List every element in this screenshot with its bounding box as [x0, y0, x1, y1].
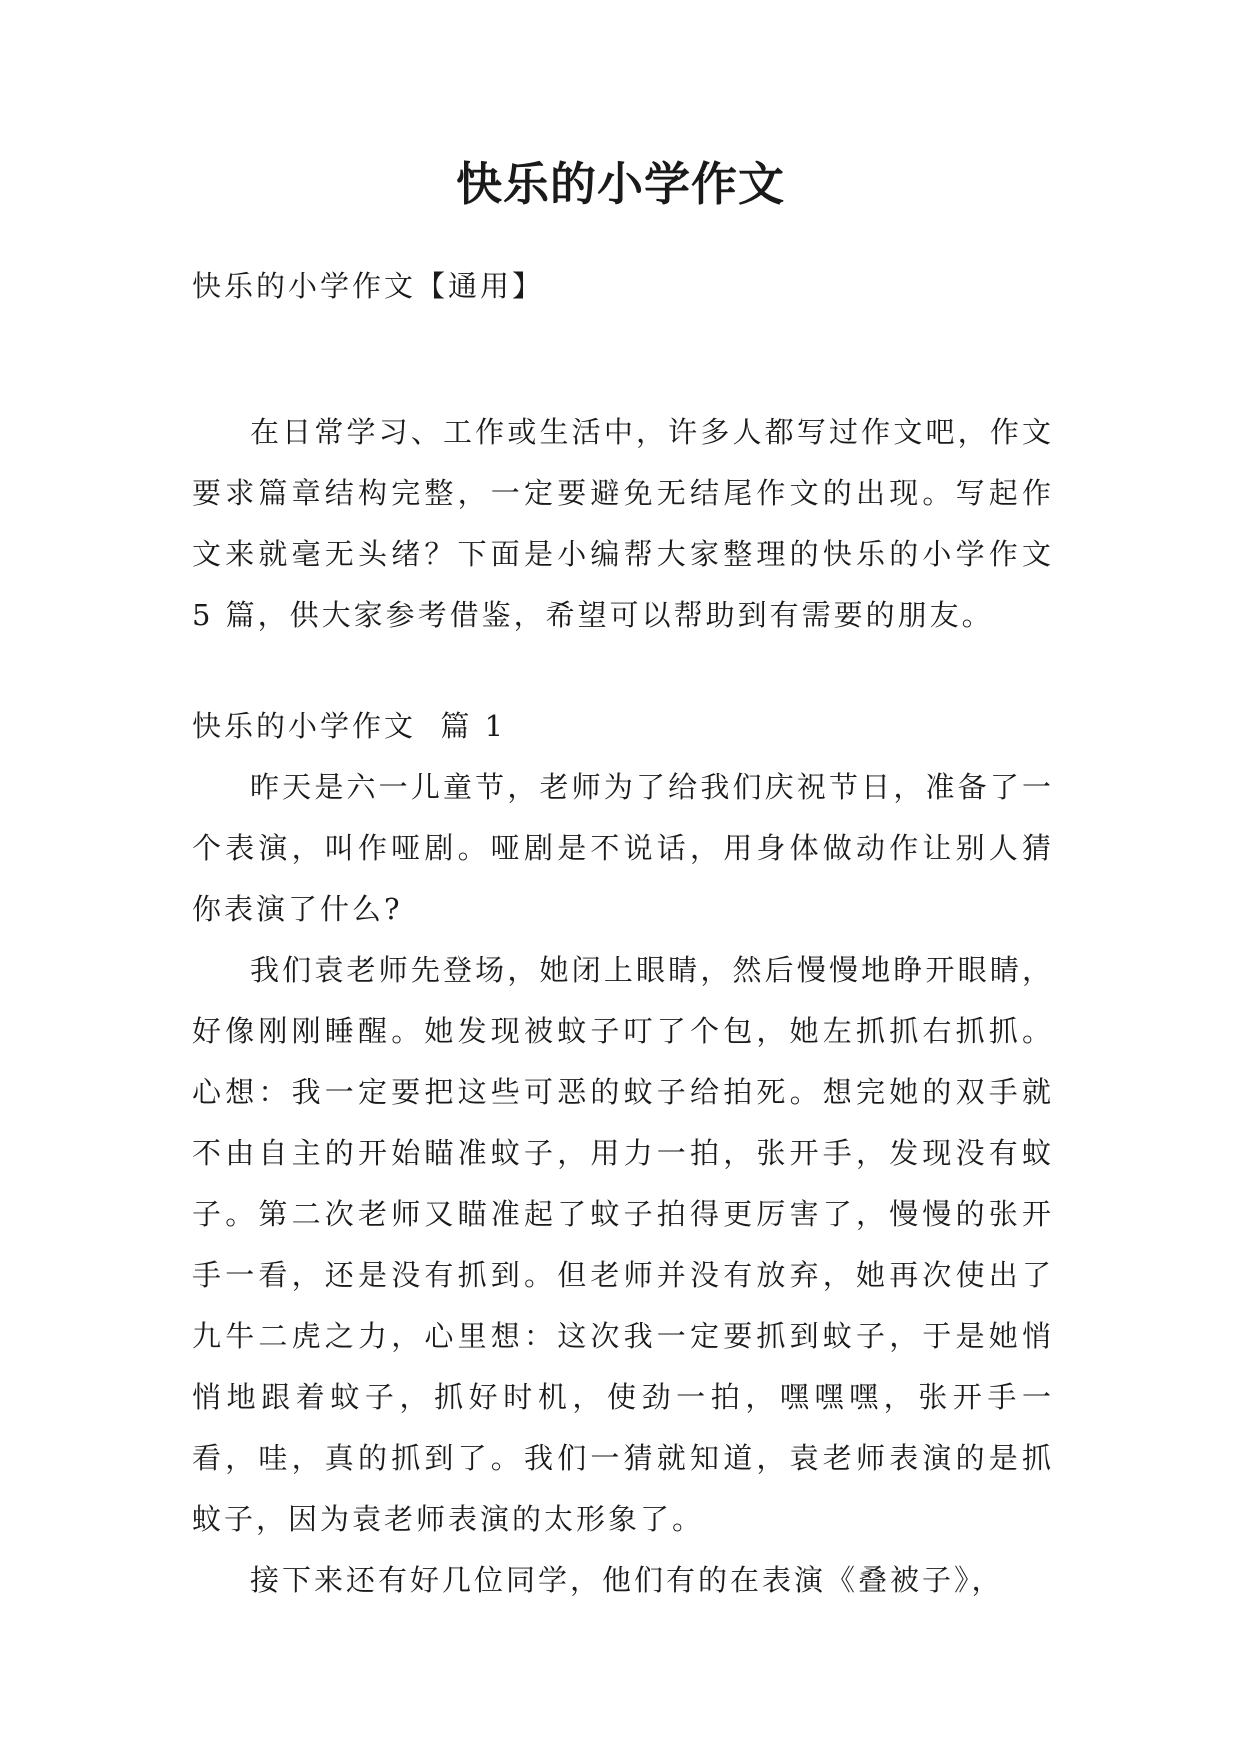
document-title: 快乐的小学作文	[456, 157, 785, 211]
essay-paragraph: 昨天是六一儿童节，老师为了给我们庆祝节日，准备了一个表演，叫作哑剧。哑剧是不说话，用身体做动作让别人猜你表演了什么?	[192, 770, 1054, 926]
intro-paragraph: 在日常学习、工作或生活中，许多人都写过作文吧，作文要求篇章结构完整，一定要避免无结尾作文的出现。写起作文来就毫无头绪？下面是小编帮大家整理的快乐的小学作文 5 篇，供大家参考借鉴，希望可以帮助到有需要的朋友。	[192, 415, 1054, 632]
essay-body	[192, 757, 1054, 1611]
essay-paragraph: 接下来还有好几位同学，他们有的在表演《叠被子》，	[250, 1563, 1004, 1597]
essay-paragraph: 我们袁老师先登场，她闭上眼睛，然后慢慢地睁开眼睛，好像刚刚睡醒。她发现被蚊子叮了个包，她左抓抓右抓抓。心想：我一定要把这些可恶的蚊子给拍死。想完她的双手就不由自主的开始瞄准蚊子，用力一拍，张开手，发现没有蚊子。第二次老师又瞄准起了蚊子拍得更厉害了，慢慢的张开手一看，还是没有抓到。但老师并没有放弃，她再次使出了九牛二虎之力，心里想：这次我一定要抓到蚊子，于是她悄悄地跟着蚊子，抓好时机，使劲一拍，嘿嘿嘿，张开手一看，哇，真的抓到了。我们一猜就知道，袁老师表演的是抓蚊子，因为袁老师表演的太形象了。	[192, 953, 1054, 1536]
document-subtitle: 快乐的小学作文【通用】	[192, 269, 545, 303]
section-heading: 快乐的小学作文 篇 1	[192, 709, 507, 743]
intro-section	[192, 402, 1054, 646]
